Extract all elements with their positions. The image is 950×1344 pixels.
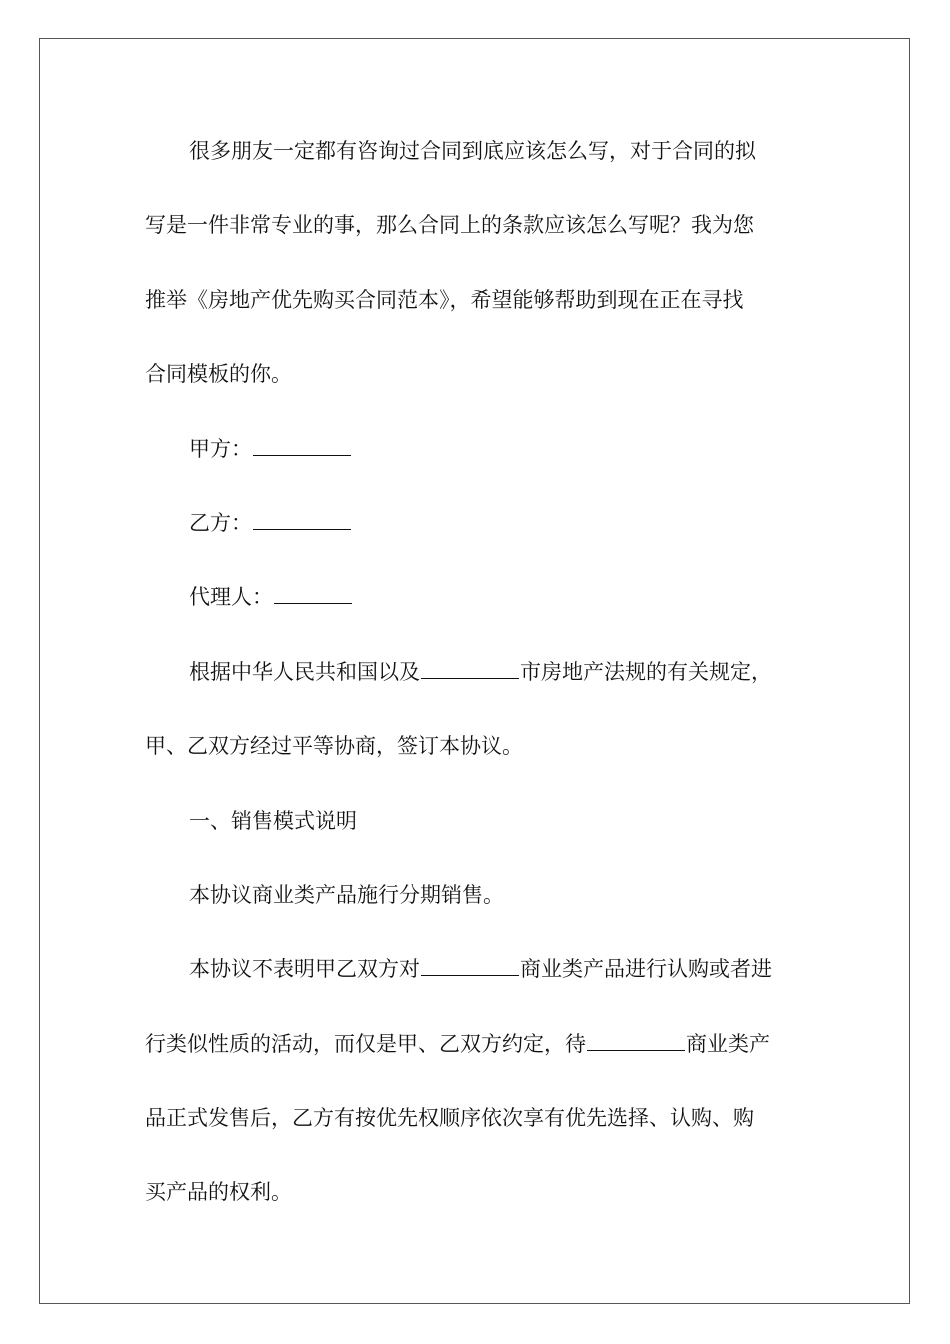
para-2-line-2-pre: 行类似性质的活动，而仅是甲、乙双方约定，待: [145, 1031, 586, 1056]
section-1-para-2-line-3: [145, 1094, 810, 1168]
agent-blank: [274, 581, 352, 604]
intro-line-2: [145, 201, 810, 275]
intro-text-2: 写是一件非常专业的事，那么合同上的条款应该怎么写呢？我为您: [145, 213, 754, 238]
para-2-line-2-post: 商业类产: [686, 1031, 770, 1056]
party-a-line: [145, 425, 810, 499]
basis-line-2: [145, 722, 810, 796]
product-blank-2: [587, 1028, 685, 1051]
party-a-label: 甲方：: [189, 436, 252, 461]
basis-text-pre: 根据中华人民共和国以及: [189, 659, 420, 684]
intro-line-1: [145, 127, 810, 201]
section-1-heading: [145, 797, 810, 871]
product-blank-1: [421, 953, 519, 976]
para-2-line-4-text: 买产品的权利。: [145, 1180, 292, 1205]
intro-line-4: [145, 350, 810, 424]
basis-text-post: 市房地产法规的有关规定，: [520, 659, 772, 684]
party-a-blank: [253, 433, 351, 456]
agent-label: 代理人：: [189, 585, 273, 610]
agent-line: [145, 573, 810, 647]
party-b-blank: [253, 507, 351, 530]
para-2-line-3-text: 品正式发售后，乙方有按优先权顺序依次享有优先选择、认购、购: [145, 1106, 754, 1131]
intro-line-3: [145, 276, 810, 350]
section-1-para-2-line-4: [145, 1168, 810, 1242]
section-1-para-2-line-1: [145, 945, 810, 1019]
intro-text-4: 合同模板的你。: [145, 362, 292, 387]
para-2-line-1-pre: 本协议不表明甲乙双方对: [189, 957, 420, 982]
para-2-line-1-post: 商业类产品进行认购或者进: [520, 957, 772, 982]
section-1-para-1: [145, 871, 810, 945]
section-1-heading-text: 一、销售模式说明: [189, 808, 357, 833]
section-1-para-2-line-2: [145, 1020, 810, 1094]
party-b-label: 乙方：: [189, 510, 252, 535]
intro-text-1: 很多朋友一定都有咨询过合同到底应该怎么写，对于合同的拟: [189, 139, 756, 163]
intro-text-3: 推举《房地产优先购买合同范本》，希望能够帮助到现在正在寻找: [145, 287, 744, 312]
document-body: [145, 127, 810, 1243]
basis-line-1: [145, 648, 810, 722]
basis-text-2: 甲、乙双方经过平等协商，签订本协议。: [145, 734, 523, 759]
party-b-line: [145, 499, 810, 573]
section-1-para-1-text: 本协议商业类产品施行分期销售。: [189, 882, 504, 907]
city-blank: [421, 656, 519, 679]
